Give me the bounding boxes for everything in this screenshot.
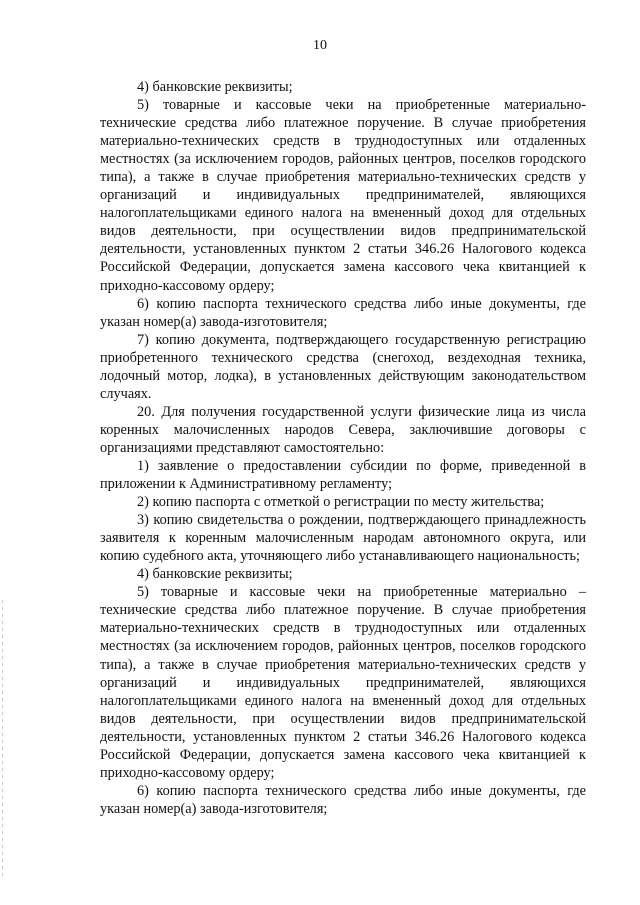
page-number: 10	[313, 38, 327, 53]
paragraph-item-7-registration: 7) копию документа, подтверждающего государственную регистрацию приобретенного технического средства (снегоход, вездеходная техника, лодочный мотор, лодка), в установленных действующим законодательством случаях.	[100, 331, 586, 402]
paragraph-item-4-bank-details-2: 4) банковские реквизиты;	[137, 566, 293, 583]
scan-edge-line	[2, 600, 3, 880]
paragraph-item-3-birth-certificate: 3) копию свидетельства о рождении, подтверждающего принадлежность заявителя к коренным малочисленным народам автономного округа, или копию судебного акта, уточняющего либо устанавливающего национальность;	[100, 512, 586, 565]
paragraph-item-5-receipts-2: 5) товарные и кассовые чеки на приобретенные материально – технические средства либо платежное поручение. В случае приобретения материально-технических средств в труднодоступных или отдаленных местностях (за исключением городов, районных центров, поселков городского типа), а также в случае приобретения материально-технических средств у организаций и индивидуальных предпринимателей, являющихся налогоплательщиками единого налога на вмененный доход для отдельных видов деятельности, при осуществлении видов предпринимательской деятельности, установленных пунктом 2 статьи 346.26 Налогового кодекса Российской Федерации, допускается замена кассового чека квитанцией к приходно-кассовому ордеру;	[100, 584, 586, 781]
document-body	[100, 78, 586, 818]
paragraph-item-6-passport: 6) копию паспорта технического средства либо иные документы, где указан номер(а) завода-изготовителя;	[100, 295, 586, 330]
paragraph-item-2-passport-copy: 2) копию паспорта с отметкой о регистрации по месту жительства;	[137, 494, 545, 511]
paragraph-item-1-application: 1) заявление о предоставлении субсидии по форме, приведенной в приложении к Административному регламенту;	[100, 457, 586, 493]
paragraph-clause-20: 20. Для получения государственной услуги физические лица из числа коренных малочисленных народов Севера, заключившие договоры с организациями представляют самостоятельно:	[100, 403, 586, 456]
paragraph-item-6-passport-2: 6) копию паспорта технического средства либо иные документы, где указан номер(а) завода-изготовителя;	[100, 782, 586, 817]
paragraph-item-5-receipts: 5) товарные и кассовые чеки на приобретенные материально-технические средства либо платежное поручение. В случае приобретения материально-технических средств в труднодоступных или отдаленных местностях (за исключением городов, районных центров, поселков городского типа), а также в случае приобретения материально-технических средств у организаций и индивидуальных предпринимателей, являющихся налогоплательщиками единого налога на вмененный доход для отдельных видов деятельности, при осуществлении видов предпринимательской деятельности, установленных пунктом 2 статьи 346.26 Налогового кодекса Российской Федерации, допускается замена кассового чека квитанцией к приходно-кассовому ордеру;	[100, 97, 586, 294]
paragraph-item-4-bank-details: 4) банковские реквизиты;	[137, 79, 293, 95]
